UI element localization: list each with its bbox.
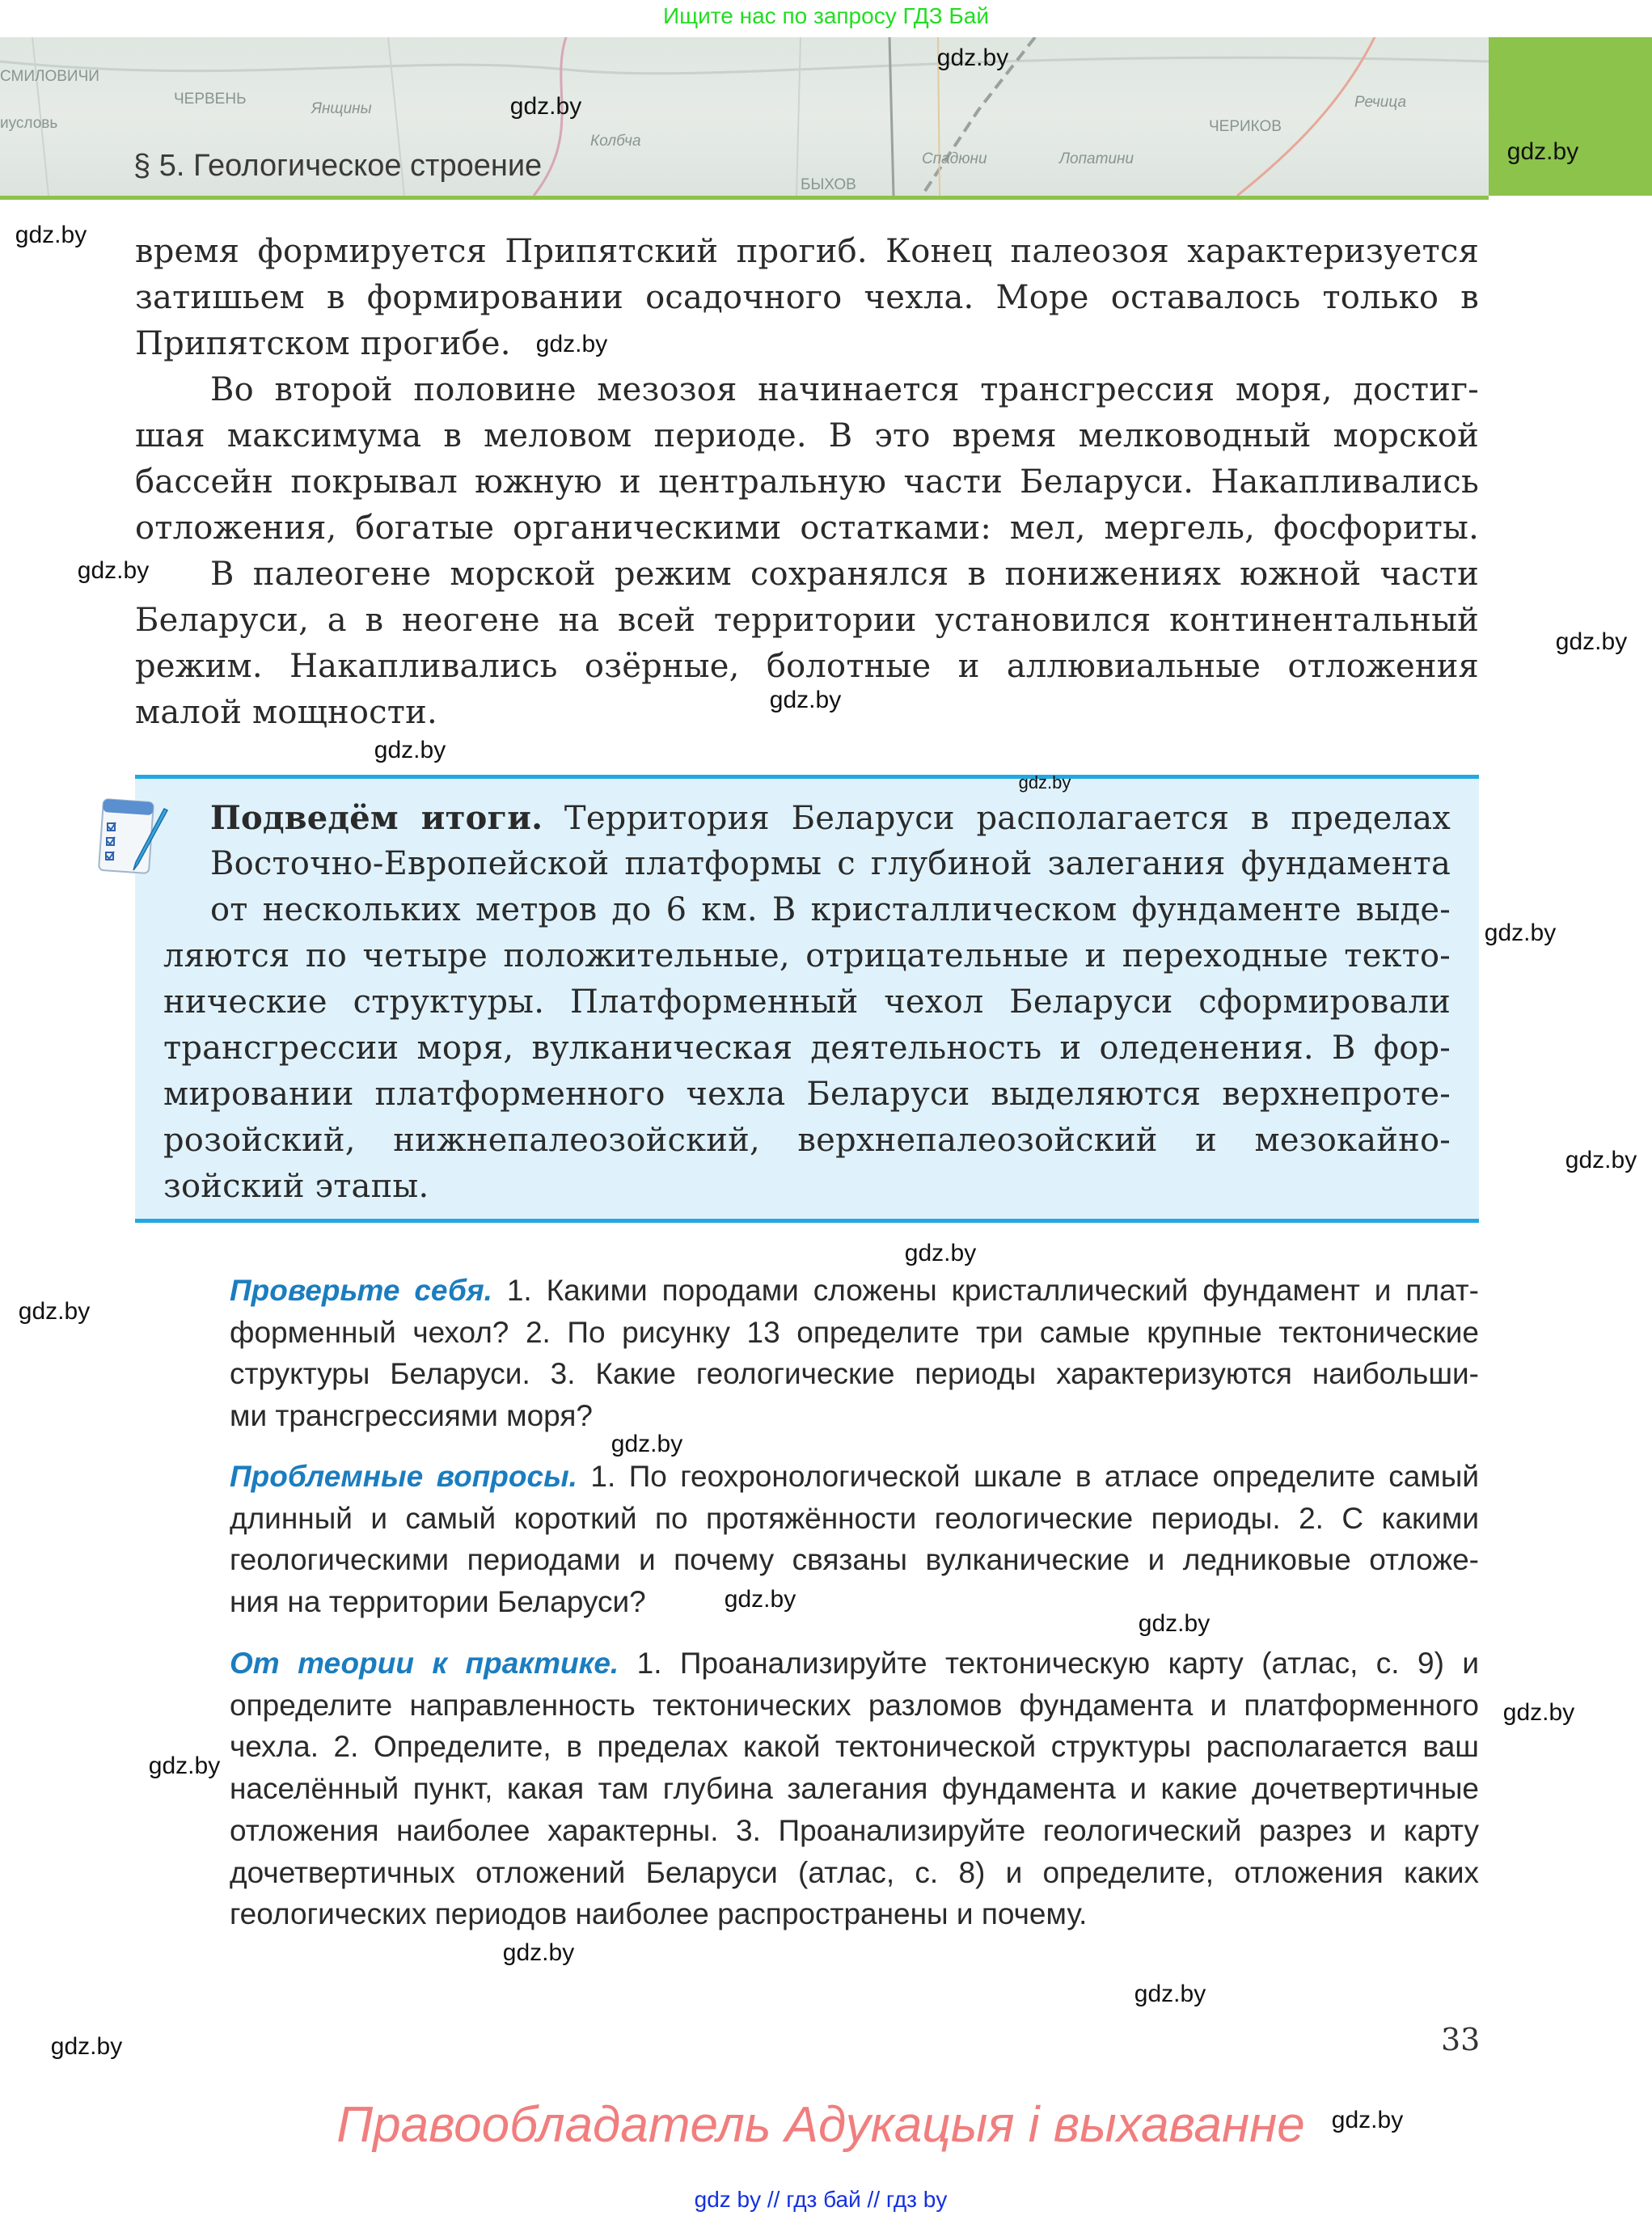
map-label: Янщины — [311, 100, 372, 117]
question-line — [230, 1897, 1479, 1931]
watermark: gdz.by — [769, 687, 842, 713]
body-line: малой мощности. — [135, 694, 437, 731]
map-label: иусловь — [0, 115, 58, 132]
question-line — [230, 1399, 1479, 1433]
question-text: 1. По геохронологической шкале в атласе определите самый — [577, 1460, 1479, 1493]
question-line — [230, 1856, 1479, 1890]
map-label: Колбча — [590, 133, 641, 150]
summary-line-text: розойский, нижнепалеозойский, верхнепалеозойский и мезокайно- — [163, 1122, 1451, 1159]
map-label: СМИЛОВИЧИ — [0, 68, 99, 85]
question-line — [230, 1460, 1479, 1494]
summary-line — [163, 983, 1451, 1021]
summary-line — [163, 937, 1451, 975]
body-line: В палеогене морской режим сохранялся в понижениях южной части — [210, 556, 1479, 593]
body-line: шая максимума в меловом периоде. В это время мелководный морской — [135, 417, 1479, 455]
watermark: gdz.by — [1506, 138, 1579, 165]
question-text: геологическими периодами и почему связаны вулканические и ледниковые отложе- — [230, 1543, 1479, 1577]
question-line — [230, 1585, 1479, 1619]
summary-line-text: трансгрессии моря, вулканическая деятельность и оледенения. В фор- — [163, 1030, 1451, 1067]
summary-line — [163, 1030, 1451, 1067]
question-text: чехла. 2. Определите, в пределах какой тектонической структуры располагается ваш — [230, 1730, 1479, 1764]
map-label: ЧЕРВЕНЬ — [174, 91, 247, 108]
summary-line-text: мировании платформенного чехла Беларуси выделяются верхнепроте- — [163, 1076, 1451, 1113]
question-text: геологических периодов наиболее распространены и почему. — [230, 1897, 1088, 1931]
question-line — [230, 1543, 1479, 1577]
question-line — [230, 1274, 1479, 1308]
body-line: Во второй половине мезозоя начинается трансгрессия моря, достиг- — [210, 371, 1479, 408]
watermark: gdz.by — [936, 44, 1009, 71]
watermark: gdz.by — [1502, 1699, 1575, 1726]
watermark: gdz.by — [1565, 1147, 1637, 1173]
watermark: gdz.by — [1018, 772, 1071, 793]
question-line — [230, 1772, 1479, 1806]
watermark: gdz.by — [1138, 1610, 1210, 1637]
watermark: gdz.by — [18, 1298, 91, 1325]
watermark: gdz.by — [148, 1753, 221, 1779]
section-title: § 5. Геологическое строение — [133, 149, 543, 183]
body-line: отложения, богатые органическими остатками: мел, мергель, фосфориты. — [135, 509, 1479, 547]
question-text: 1. Какими породами сложены кристаллический фундамент и плат- — [492, 1274, 1479, 1307]
watermark: gdz.by — [374, 737, 446, 763]
summary-line — [210, 799, 1451, 837]
question-line — [230, 1647, 1479, 1681]
header-divider — [0, 196, 1489, 200]
summary-line-text: нические структуры. Платформенный чехол Беларуси сформировали — [163, 983, 1451, 1021]
map-label: ЧЕРИКОВ — [1209, 118, 1282, 135]
question-line — [230, 1316, 1479, 1350]
watermark: gdz.by — [50, 2033, 123, 2060]
question-label: Проверьте себя. — [230, 1274, 492, 1307]
watermark: gdz.by — [1331, 2107, 1404, 2133]
watermark: gdz.by — [611, 1431, 683, 1457]
bottom-links[interactable]: gdz by // гдз бай // гдз by — [694, 2187, 948, 2212]
watermark: gdz.by — [1484, 920, 1557, 946]
question-text: длинный и самый короткий по протяжённости геологические периоды. 2. С какими — [230, 1501, 1479, 1535]
question-line — [230, 1502, 1479, 1536]
question-line — [230, 1689, 1479, 1723]
body-line: затишьем в формировании осадочного чехла. Море оставалось только в — [135, 279, 1479, 316]
summary-line-text: Восточно-Европейской платформы с глубиной залегания фундамента — [210, 845, 1451, 882]
question-label: От теории к практике. — [230, 1647, 619, 1680]
summary-line-text: Территория Беларуси располагается в пределах — [543, 800, 1451, 837]
summary-line-text: зойский этапы. — [163, 1168, 429, 1205]
summary-line — [210, 891, 1451, 928]
question-text: дочетвертичных отложений Беларуси (атлас, с. 8) и определите, отложения каких — [230, 1855, 1479, 1889]
question-label: Проблемные вопросы. — [230, 1460, 577, 1493]
summary-label: Подведём итоги. — [210, 799, 543, 837]
summary-line — [163, 1122, 1451, 1159]
watermark: gdz.by — [502, 1939, 575, 1966]
watermark: gdz.by — [15, 222, 87, 248]
watermark: gdz.by — [77, 557, 150, 584]
checklist-pencil-icon — [96, 794, 173, 878]
body-line: режим. Накапливались озёрные, болотные и аллювиальные отложения — [135, 648, 1479, 685]
page-number: 33 — [1441, 2022, 1481, 2057]
watermark: gdz.by — [1134, 1981, 1206, 2007]
body-line: время формируется Припятский прогиб. Конец палеозоя характеризуется — [135, 233, 1479, 270]
question-text: ния на территории Беларуси? — [230, 1585, 646, 1619]
body-line: Припятском прогибе. — [135, 325, 511, 362]
question-text: населённый пункт, какая там глубина залегания фундамента и какие дочетвертичные — [230, 1772, 1479, 1806]
watermark: gdz.by — [1555, 628, 1628, 655]
top-search-note: Ищите нас по запросу ГДЗ Бай — [662, 3, 990, 28]
watermark: gdz.by — [509, 93, 582, 120]
question-text: структуры Беларуси. 3. Какие геологические периоды характеризуются наибольши- — [230, 1357, 1479, 1391]
body-line: Беларуси, а в неогене на всей территории установился континентальный — [135, 602, 1479, 639]
summary-line — [163, 1168, 1451, 1205]
summary-line-text: от нескольких метров до 6 км. В кристаллическом фундаменте выде- — [210, 891, 1451, 928]
summary-line — [163, 1076, 1451, 1113]
summary-line — [210, 845, 1451, 882]
watermark: gdz.by — [535, 331, 608, 357]
map-label: Лопатини — [1059, 150, 1134, 167]
body-line: бассейн покрывал южную и центральную части Беларуси. Накапливались — [135, 463, 1479, 501]
question-text: определите направленность тектонических разломов фундамента и платформенного — [230, 1688, 1479, 1722]
watermark: gdz.by — [724, 1586, 796, 1613]
question-text: отложения наиболее характерны. 3. Проанализируйте геологический разрез и карту — [230, 1813, 1479, 1847]
question-text: 1. Проанализируйте тектоническую карту (атлас, с. 9) и — [619, 1647, 1479, 1680]
copyright-notice: Правообладатель Адукацыя і выхаванне — [336, 2097, 1305, 2153]
question-line — [230, 1730, 1479, 1764]
map-label: БЫХОВ — [801, 176, 856, 193]
map-label: Речица — [1354, 94, 1407, 111]
question-line — [230, 1357, 1479, 1391]
question-line — [230, 1814, 1479, 1848]
header-green-block — [1489, 37, 1652, 196]
summary-line-text: ляются по четыре положительные, отрицательные и переходные текто- — [163, 937, 1451, 975]
map-label: Спадюни — [922, 150, 987, 167]
watermark: gdz.by — [904, 1240, 977, 1266]
page-header — [0, 37, 1652, 199]
question-text: ми трансгрессиями моря? — [230, 1399, 593, 1433]
question-text: форменный чехол? 2. По рисунку 13 определите три самые крупные тектонические — [230, 1315, 1479, 1349]
